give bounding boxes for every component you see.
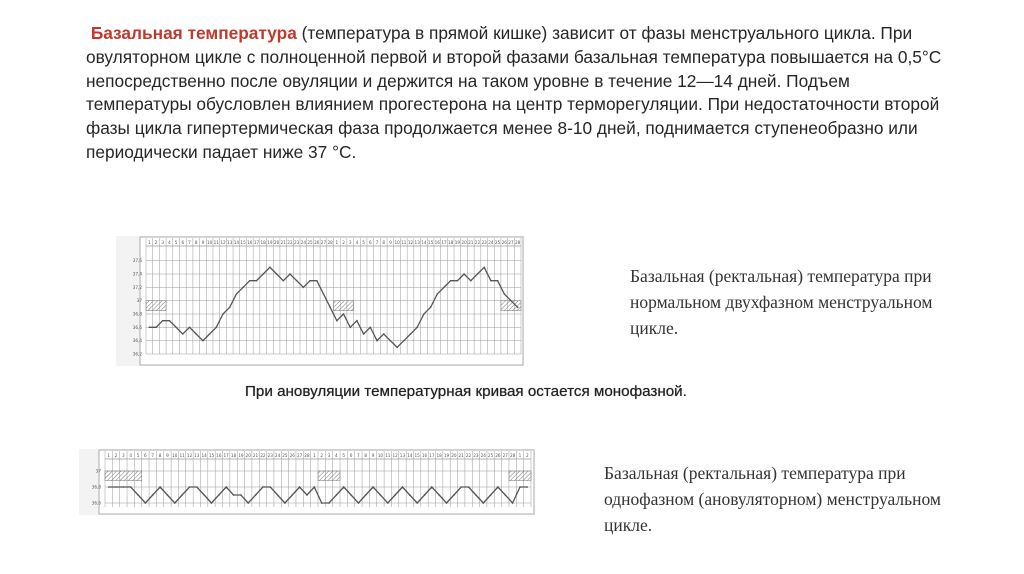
data-point: [519, 486, 521, 488]
data-point: [390, 340, 392, 342]
chart-frame: [140, 237, 523, 365]
data-point: [409, 494, 411, 496]
biphasic-temperature-chart: [116, 236, 524, 366]
day-label: 24: [300, 240, 307, 245]
data-point: [233, 494, 235, 496]
data-point: [416, 327, 418, 329]
day-label: 5: [174, 240, 178, 245]
day-label: 21: [252, 453, 259, 458]
day-label: 10: [172, 453, 178, 458]
data-point: [503, 293, 505, 295]
data-point: [229, 307, 231, 309]
data-point: [343, 486, 345, 488]
data-point: [145, 502, 147, 504]
day-label: 19: [454, 240, 461, 245]
day-label: 10: [377, 453, 384, 458]
day-label: 14: [421, 240, 427, 245]
day-label: 1: [148, 240, 151, 245]
day-label: 3: [122, 453, 125, 458]
day-label: 15: [414, 453, 420, 458]
y-tick-label: 37,4: [132, 271, 142, 277]
day-label: 1: [107, 453, 111, 458]
day-label: 13: [414, 240, 420, 245]
day-label: 11: [401, 240, 407, 245]
data-point: [247, 502, 249, 504]
data-point: [309, 280, 311, 282]
day-label: 25: [282, 453, 288, 458]
data-point: [314, 486, 316, 488]
day-label: 18: [448, 240, 454, 245]
data-point: [343, 313, 345, 315]
day-label: 7: [151, 453, 155, 458]
data-point: [130, 486, 132, 488]
data-point: [527, 486, 529, 488]
y-tick-label: 36,8: [91, 484, 101, 490]
day-label: 27: [320, 240, 327, 245]
day-label: 20: [451, 453, 457, 458]
data-point: [189, 486, 191, 488]
day-label: 14: [407, 453, 413, 458]
day-label: 1: [312, 453, 316, 458]
data-point: [403, 340, 405, 342]
data-point: [475, 494, 477, 496]
day-label: 27: [296, 453, 303, 458]
day-label: 22: [287, 240, 293, 245]
day-label: 18: [260, 240, 266, 245]
data-point: [497, 486, 499, 488]
day-label: 12: [186, 453, 193, 458]
data-point: [242, 287, 244, 289]
day-label: 24: [488, 240, 494, 245]
data-point: [196, 486, 198, 488]
day-label: 23: [473, 453, 479, 458]
day-label: 27: [508, 240, 514, 245]
day-label: 18: [230, 453, 237, 458]
data-point: [423, 313, 425, 315]
day-label: 6: [144, 453, 147, 458]
data-point: [203, 494, 205, 496]
day-label: 2: [154, 240, 158, 245]
data-point: [336, 494, 338, 496]
data-point: [336, 320, 338, 322]
day-label: 6: [349, 453, 353, 458]
data-point: [436, 293, 438, 295]
data-point: [396, 347, 398, 349]
y-tick-label: 37,6: [132, 258, 142, 264]
day-label: 22: [465, 453, 472, 458]
data-point: [269, 486, 271, 488]
data-point: [211, 502, 213, 504]
day-label: 20: [461, 240, 467, 245]
day-label: 7: [188, 240, 191, 245]
data-point: [358, 502, 360, 504]
data-point: [468, 486, 470, 488]
day-label: 28: [304, 453, 310, 458]
day-label: 19: [267, 240, 273, 245]
data-point: [123, 486, 125, 488]
day-label: 13: [399, 453, 406, 458]
day-label: 10: [206, 240, 213, 245]
intro-paragraph: [86, 22, 946, 165]
day-label: 20: [273, 240, 280, 245]
data-point: [460, 486, 462, 488]
day-label: 13: [194, 453, 200, 458]
day-label: 18: [436, 453, 442, 458]
day-label: 26: [314, 240, 320, 245]
data-point: [316, 280, 318, 282]
day-label: 17: [253, 240, 260, 245]
data-point: [517, 307, 519, 309]
day-label: 17: [441, 240, 447, 245]
y-tick-label: 36,4: [132, 338, 142, 344]
data-point: [152, 494, 154, 496]
data-point: [277, 494, 279, 496]
day-label: 21: [458, 453, 464, 458]
day-label: 4: [129, 453, 133, 458]
chart-frame: [99, 450, 534, 514]
data-point: [289, 273, 291, 275]
data-point: [446, 502, 448, 504]
day-label: 25: [487, 453, 494, 458]
data-point: [329, 307, 331, 309]
data-point: [195, 333, 197, 335]
day-label: 6: [368, 240, 372, 245]
data-point: [383, 333, 385, 335]
day-label: 1: [518, 453, 522, 458]
y-tick-label: 37,2: [132, 284, 142, 290]
day-label: 14: [201, 453, 207, 458]
day-label: 16: [216, 453, 222, 458]
data-point: [370, 327, 372, 329]
data-point: [216, 327, 218, 329]
data-point: [299, 486, 301, 488]
data-point: [255, 494, 257, 496]
day-label: 16: [434, 240, 440, 245]
day-label: 6: [181, 240, 185, 245]
data-point: [222, 313, 224, 315]
day-label: 2: [320, 453, 324, 458]
y-tick-label: 36,6: [132, 324, 142, 330]
data-point: [328, 502, 330, 504]
day-label: 13: [227, 240, 233, 245]
y-tick-label: 36,2: [132, 351, 142, 357]
data-point: [438, 494, 440, 496]
data-point: [175, 327, 177, 329]
day-label: 8: [364, 453, 368, 458]
day-label: 22: [474, 240, 481, 245]
data-point: [303, 287, 305, 289]
day-label: 4: [168, 240, 171, 245]
day-label: 12: [220, 240, 226, 245]
data-point: [202, 340, 204, 342]
day-label: 23: [481, 240, 487, 245]
day-label: 2: [114, 453, 118, 458]
data-point: [380, 494, 382, 496]
day-label: 3: [327, 453, 331, 458]
data-point: [457, 280, 459, 282]
data-point: [249, 280, 251, 282]
data-point: [269, 267, 271, 269]
day-label: 15: [240, 240, 246, 245]
data-point: [350, 494, 352, 496]
day-label: 12: [392, 453, 398, 458]
day-label: 23: [267, 453, 273, 458]
data-point: [323, 293, 325, 295]
y-tick-label: 36,8: [132, 311, 142, 317]
day-label: 2: [525, 453, 529, 458]
day-label: 14: [233, 240, 240, 245]
day-label: 27: [502, 453, 508, 458]
data-point: [181, 494, 183, 496]
day-label: 15: [427, 240, 434, 245]
data-point: [450, 280, 452, 282]
day-label: 3: [161, 240, 165, 245]
day-label: 9: [371, 453, 375, 458]
intro-text: (температура в прямой кишке) зависит от фазы менструального цикла. При овуляторном цикле с полноценной первой и второй фазами базальная температура повышается на 0,5°С непосредственно после овуляции и держится на таком уровне в течение 12—14 дней. Подъем температуры обусловлен влиянием прогестерона на центр терморегуляции. При недостаточности второй фазы цикла гипертермическая фаза продолжается менее 8-10 дней, поднимается ступенеобразно или периодически падает ниже 37 °С.: [86, 23, 942, 162]
anovulation-heading: При ановуляции температурная кривая остается монофазной.: [245, 383, 687, 400]
day-label: 5: [136, 453, 140, 458]
hatched-band: [334, 301, 354, 311]
data-point: [189, 327, 191, 329]
hatched-band: [146, 301, 166, 311]
day-label: 1: [335, 240, 339, 245]
data-point: [209, 333, 211, 335]
day-label: 28: [514, 240, 521, 245]
day-label: 11: [213, 240, 219, 245]
data-point: [363, 333, 365, 335]
day-label: 20: [245, 453, 251, 458]
day-label: 7: [375, 240, 379, 245]
data-point: [225, 486, 227, 488]
day-label: 17: [429, 453, 435, 458]
data-point: [262, 273, 264, 275]
data-point: [470, 280, 472, 282]
data-point: [149, 327, 151, 329]
data-point: [137, 494, 139, 496]
data-point: [410, 333, 412, 335]
data-point: [424, 494, 426, 496]
data-point: [490, 494, 492, 496]
day-label: 25: [494, 240, 501, 245]
data-point: [240, 494, 242, 496]
data-point: [162, 320, 164, 322]
data-point: [483, 267, 485, 269]
day-label: 26: [501, 240, 507, 245]
day-label: 15: [208, 453, 215, 458]
day-label: 24: [480, 453, 486, 458]
day-label: 28: [509, 453, 516, 458]
day-label: 26: [495, 453, 501, 458]
data-point: [394, 494, 396, 496]
biphasic-caption: Базальная (ректальная) температура при нормальном двухфазном менструальном цикле.: [630, 266, 933, 338]
data-point: [372, 486, 374, 488]
day-label: 22: [260, 453, 266, 458]
data-point: [430, 307, 432, 309]
data-point: [236, 293, 238, 295]
day-label: 25: [307, 240, 313, 245]
data-point: [443, 287, 445, 289]
day-label: 26: [289, 453, 295, 458]
day-label: 23: [293, 240, 300, 245]
data-point: [174, 502, 176, 504]
day-label: 5: [362, 240, 365, 245]
data-point: [169, 320, 171, 322]
data-point: [291, 494, 293, 496]
data-point: [402, 486, 404, 488]
day-label: 4: [355, 240, 359, 245]
data-point: [376, 340, 378, 342]
monophasic-temperature-chart: [79, 449, 535, 515]
data-point: [482, 502, 484, 504]
day-label: 21: [468, 240, 474, 245]
day-label: 9: [389, 240, 392, 245]
data-point: [365, 494, 367, 496]
data-point: [356, 320, 358, 322]
data-point: [504, 494, 506, 496]
data-point: [159, 486, 161, 488]
data-point: [282, 280, 284, 282]
hatched-band: [501, 301, 521, 311]
monophasic-caption: Базальная (ректальная) температура при однофазном (ановуляторном) менструальном цикле.: [604, 463, 941, 535]
data-point: [497, 280, 499, 282]
data-point: [510, 300, 512, 302]
data-point: [182, 333, 184, 335]
day-label: 4: [335, 453, 338, 458]
day-label: 11: [179, 453, 185, 458]
day-label: 28: [327, 240, 333, 245]
day-label: 11: [385, 453, 391, 458]
day-label: 19: [443, 453, 450, 458]
day-label: 16: [247, 240, 253, 245]
data-point: [262, 486, 264, 488]
data-point: [321, 502, 323, 504]
y-tick-label: 37: [95, 468, 101, 474]
data-point: [167, 494, 169, 496]
data-point: [490, 280, 492, 282]
day-label: 2: [342, 240, 345, 245]
day-label: 17: [223, 453, 229, 458]
day-label: 8: [158, 453, 162, 458]
intro-highlight: Базальная температура: [90, 23, 297, 43]
data-point: [256, 280, 258, 282]
data-point: [463, 273, 465, 275]
data-point: [416, 502, 418, 504]
day-label: 8: [382, 240, 386, 245]
hatched-band: [105, 471, 142, 481]
day-label: 12: [407, 240, 414, 245]
data-point: [387, 502, 389, 504]
data-point: [512, 502, 514, 504]
hatched-band: [509, 471, 531, 481]
day-label: 19: [238, 453, 244, 458]
day-label: 9: [166, 453, 169, 458]
day-label: 3: [348, 240, 352, 245]
y-tick-label: 37: [136, 298, 142, 304]
data-point: [218, 494, 220, 496]
day-label: 8: [194, 240, 198, 245]
data-point: [115, 486, 117, 488]
day-label: 5: [342, 453, 346, 458]
data-point: [349, 327, 351, 329]
data-point: [155, 327, 157, 329]
day-label: 10: [394, 240, 400, 245]
data-point: [477, 273, 479, 275]
data-point: [306, 494, 308, 496]
data-point: [453, 494, 455, 496]
data-point: [431, 486, 433, 488]
day-label: 16: [421, 453, 428, 458]
day-label: 7: [357, 453, 360, 458]
day-label: 21: [280, 240, 286, 245]
hatched-band: [318, 471, 340, 481]
day-label: 24: [274, 453, 281, 458]
data-point: [276, 273, 278, 275]
y-tick-label: 36,6: [91, 500, 101, 506]
data-point: [108, 486, 110, 488]
data-point: [296, 280, 298, 282]
day-label: 9: [201, 240, 205, 245]
data-point: [284, 502, 286, 504]
